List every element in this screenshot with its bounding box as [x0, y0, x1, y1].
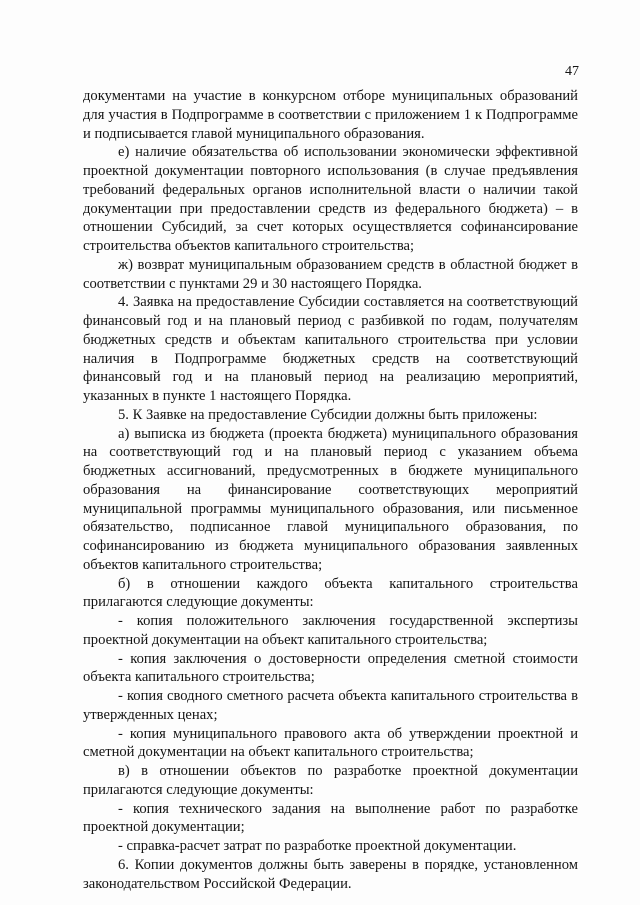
- list-item-cost-calculation: - справка-расчет затрат по разработке проектной документации.: [118, 838, 517, 854]
- paragraph-section-5: 5. К Заявке на предоставление Субсидии должны быть приложены:: [118, 406, 538, 423]
- paragraph-section-4: 4. Заявка на предоставление Субсидии составляется на соответствующий финансовый год и на плановый период с разбивкой по годам, получателям бюджетных средств и объектам капитального строительства при условии наличия в Подпрограмме бюджетных средств на соответствующий финансовый год и на плановый период на реализацию мероприятий, указанных в пункте 1 настоящего Порядка.: [83, 294, 578, 404]
- paragraph-item-b: б) в отношении каждого объекта капитального строительства прилагаются следующие документы:: [83, 575, 578, 611]
- paragraph-continuation: документами на участие в конкурсном отборе муниципальных образований для участия в Подпрограмме в соответствии с приложением 1 к Подпрограмме и подписывается главой муниципального образования.: [83, 88, 578, 142]
- paragraph-item-v: в) в отношении объектов по разработке проектной документации прилагаются следующие документы:: [83, 763, 578, 798]
- list-item-expertise-copy: - копия положительного заключения государственной экспертизы проектной документации на объект капитального строительства;: [83, 613, 578, 648]
- paragraph-section-6: 6. Копии документов должны быть заверены в порядке, установленном законодательством Российской Федерации.: [83, 856, 578, 892]
- paragraph-item-e: е) наличие обязательства об использовании экономически эффективной проектной документации повторного использования (в случае предъявления требований федеральных органов исполнительной власти о наличии такой документации при предоставлении средств из федерального бюджета) – в отношении Субсидий, за счет которых осуществляется софинансирование строительства объектов капитального строительства;: [83, 144, 578, 254]
- paragraph-item-zh: ж) возврат муниципальным образованием средств в областной бюджет в соответствии с пунктами 29 и 30 настоящего Порядка.: [83, 256, 578, 292]
- paragraph-item-a: а) выписка из бюджета (проекта бюджета) муниципального образования на соответствующий год и на плановый период с указанием объема бюджетных ассигнований, предусмотренных в бюджете муниципального образования на финансирование соответствующих мероприятий муниципальной программы муниципального образования, или письменное обязательство, подписанное главой муниципального образования, по софинансированию из бюджета муниципального образования заявленных объектов капитального строительства;: [83, 425, 578, 573]
- list-item-technical-task-copy: - копия технического задания на выполнение работ по разработке проектной документации;: [83, 800, 578, 836]
- list-item-summary-estimate-copy: - копия сводного сметного расчета объекта капитального строительства в утвержденных ценах;: [83, 688, 578, 723]
- list-item-estimate-conclusion-copy: - копия заключения о достоверности определения сметной стоимости объекта капитального строительства;: [83, 650, 578, 686]
- list-item-legal-act-copy: - копия муниципального правового акта об утверждении проектной и сметной документации на объект капитального строительства;: [83, 725, 578, 761]
- page-number: 47: [565, 64, 579, 79]
- document-body: [83, 87, 578, 893]
